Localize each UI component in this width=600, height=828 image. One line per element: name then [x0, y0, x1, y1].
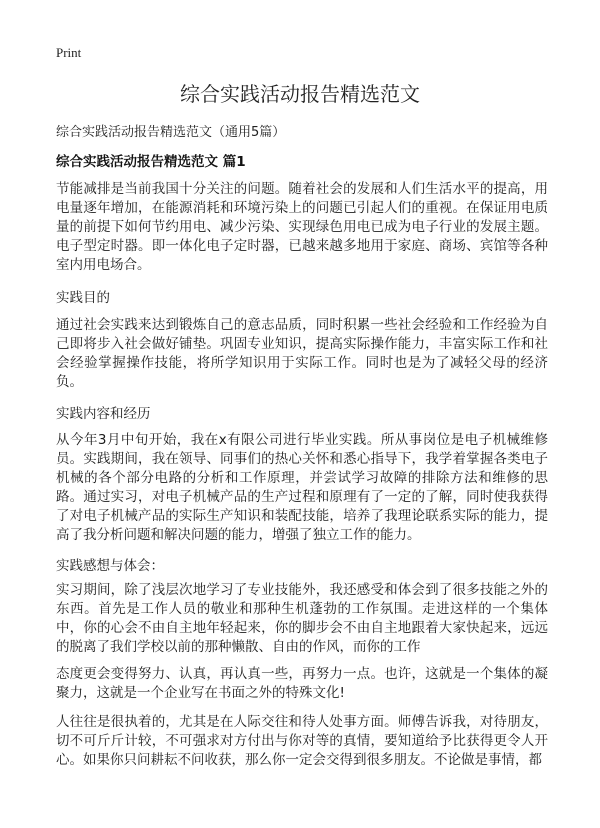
heading-purpose: 实践目的: [56, 290, 110, 306]
document-subtitle: 综合实践活动报告精选范文（通用5篇）: [56, 125, 286, 140]
paragraph-reflection: 实习期间，除了浅层次地学习了专业技能外，我还感受和体会到了很多技能之外的东西。首先是工作人员的敬业和那种生机蓬勃的工作氛围。走进这样的一个集体中，你的心会不由自主地年轻起来，你的脚步会不由自主地跟着大家快起来，远远的脱离了我们学校以前的那种懒散、自由的作风，而你的工作: [56, 582, 548, 655]
paragraph-relationships: 人往往是很执着的，尤其是在人际交往和待人处事方面。师傅告诉我，对待朋友，切不可斤斤计较，不可强求对方付出与你对等的真情，要知道给予比获得更令人开心。如果你只问耕耘不问收获，那么你一定会交得到很多朋友。不论做是事情，都: [56, 714, 548, 768]
paragraph-intro: 节能减排是当前我国十分关注的问题。随着社会的发展和人们生活水平的提高，用电量逐年增加，在能源消耗和环境污染上的问题已引起人们的重视。在保证用电质量的前提下如何节约用电、减少污染、实现绿色用电已成为电子行业的发展主题。电子型定时器。即一体化电子定时器，已越来越多地用于家庭、商场、宾馆等各种室内用电场合。: [56, 181, 548, 273]
print-link[interactable]: Print: [56, 45, 82, 60]
page-title: 综合实践活动报告精选范文: [180, 82, 420, 106]
paragraph-content: 从今年3月中旬开始，我在x有限公司进行毕业实践。所从事岗位是电子机械维修员。实践期间，我在领导、同事们的热心关怀和悉心指导下，我学着掌握各类电子机械的各个部分电路的分析和工作原理，并尝试学习故障的排除方法和维修的思路。通过实习，对电子机械产品的生产过程和原理有了一定的了解，同时使我获得了对电子机械产品的实际生产知识和装配技能，培养了我理论联系实际的能力，提高了我分析问题和解决问题的能力，增强了独立工作的能力。: [56, 432, 548, 543]
paragraph-purpose: 通过社会实践来达到锻炼自己的意志品质，同时积累一些社会经验和工作经验为自己即将步入社会做好铺垫。巩固专业知识，提高实际操作能力，丰富实际工作和社会经验掌握操作技能，将所学知识用于实际工作。同时也是为了减轻父母的经济负。: [56, 317, 548, 390]
paragraph-attitude: 态度更会变得努力、认真，再认真一些，再努力一点。也许，这就是一个集体的凝聚力，这就是一个企业写在书面之外的特殊文化!: [56, 666, 548, 701]
heading-reflection: 实践感想与体会：: [56, 558, 164, 574]
section-title: 综合实践活动报告精选范文 篇1: [56, 154, 246, 170]
heading-content: 实践内容和经历: [56, 406, 151, 422]
